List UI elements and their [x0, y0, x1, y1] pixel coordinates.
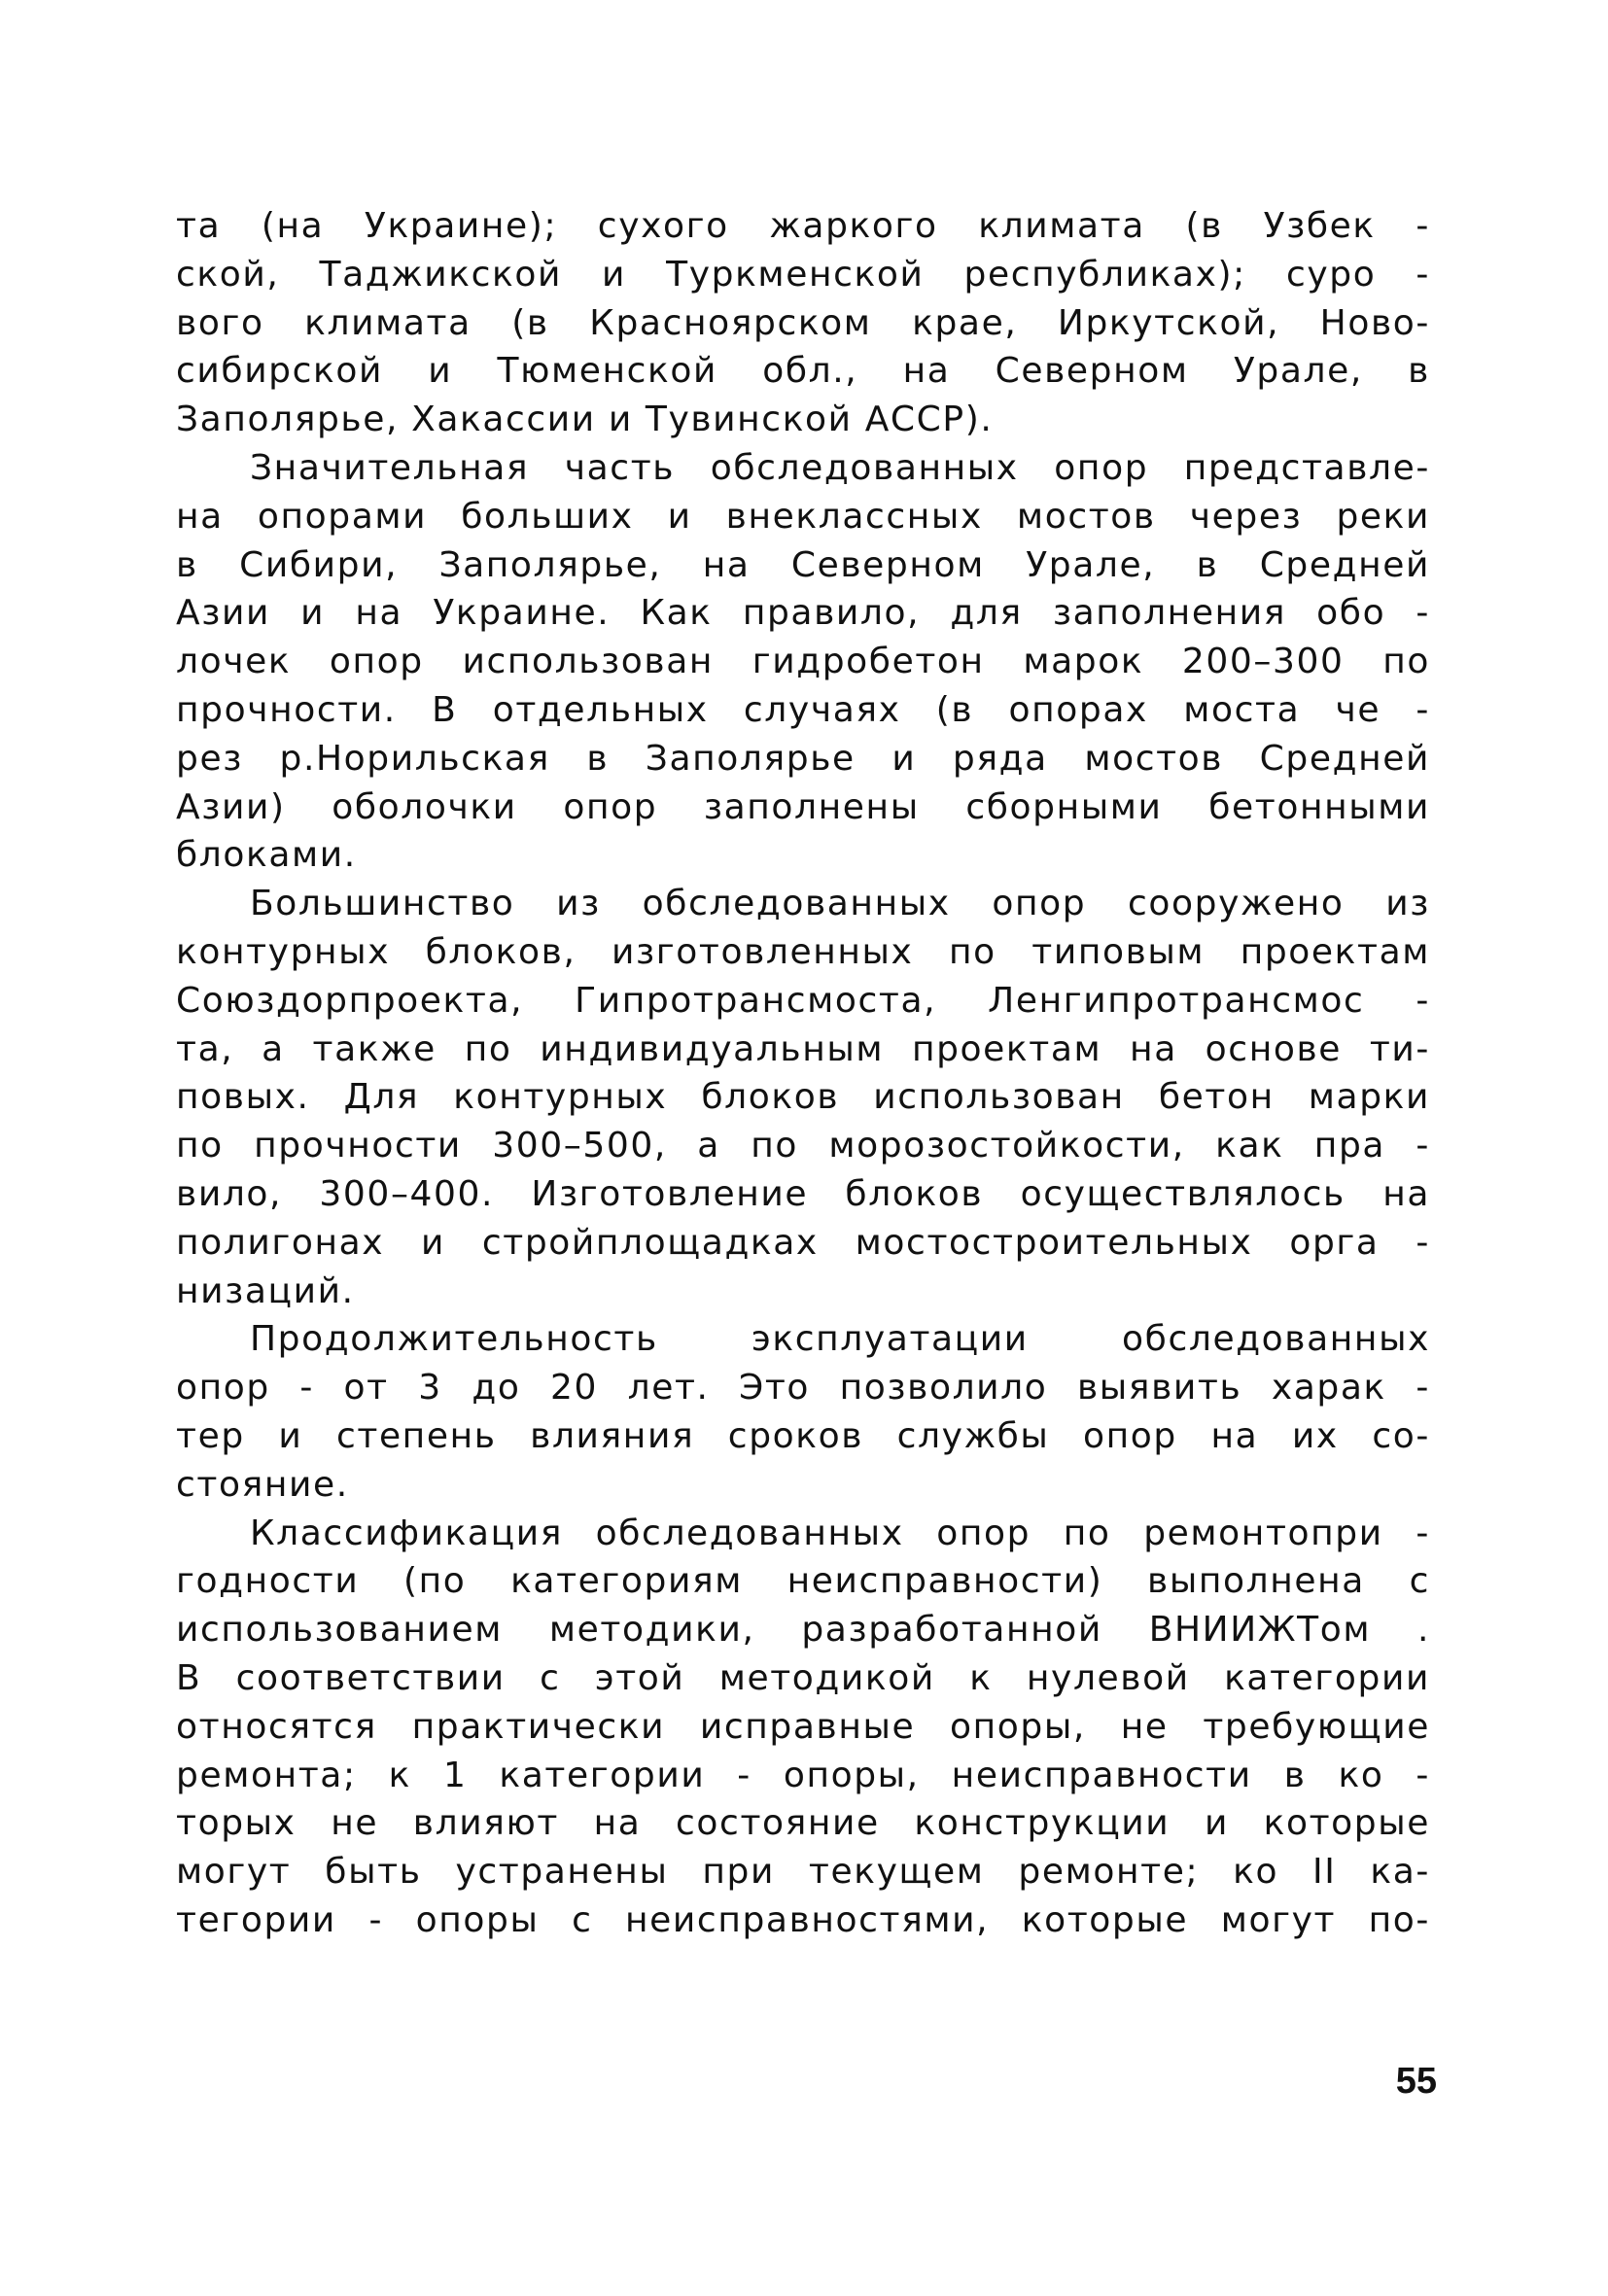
text-line: контурных блоков, изготовленных по типовым проектам [176, 931, 1430, 972]
text-line: по прочности 300–500, а по морозостойкости, как пра - [176, 1126, 1430, 1166]
text-line: та, а также по индивидуальным проектам на основе ти- [176, 1028, 1430, 1069]
text-line: Азии и на Украине. Как правило, для заполнения обо - [176, 593, 1430, 634]
text-line: та (на Украине); сухого жаркого климата (в Узбек - [176, 206, 1430, 246]
text-line: Союздорпроекта, Гипротрансмоста, Ленгипротрансмос - [176, 980, 1430, 1021]
text-line: лочек опор использован гидробетон марок 200–300 по [176, 642, 1430, 682]
text-line: Азии) оболочки опор заполнены сборными бетонными [176, 786, 1430, 827]
text-line: Значительная часть обследованных опор представле- [250, 447, 1430, 488]
text-line: тер и степень влияния сроков службы опор на их со- [176, 1415, 1430, 1456]
text-line: сибирской и Тюменской обл., на Северном Урале, в [176, 351, 1430, 392]
text-line: рез р.Норильская в Заполярье и ряда мостов Средней [176, 738, 1430, 779]
text-line: Продолжительность эксплуатации обследованных [250, 1319, 1430, 1360]
text-line: Классификация обследованных опор по ремонтопри - [250, 1513, 1430, 1553]
text-line: блоками. [176, 835, 357, 876]
text-line: ремонта; к 1 категории - опоры, неисправности в ко - [176, 1755, 1430, 1795]
text-line: стояние. [176, 1464, 349, 1505]
text-line: полигонах и стройплощадках мостостроительных орга - [176, 1222, 1430, 1263]
text-line: прочности. В отдельных случаях (в опорах моста че - [176, 689, 1430, 730]
text-line: вило, 300–400. Изготовление блоков осуществлялось на [176, 1173, 1430, 1214]
text-line: Заполярье, Хакассии и Тувинской АССР). [176, 400, 994, 440]
text-line: низаций. [176, 1270, 355, 1311]
text-line: В соответствии с этой методикой к нулевой категории [176, 1657, 1430, 1698]
text-line: годности (по категориям неисправности) выполнена с [176, 1561, 1430, 1602]
body-text [176, 202, 1430, 1945]
text-line: относятся практически исправные опоры, не требующие [176, 1706, 1430, 1747]
text-line: в Сибири, Заполярье, на Северном Урале, в Средней [176, 544, 1430, 585]
text-line: могут быть устранены при текущем ремонте; ко II ка- [176, 1852, 1430, 1893]
text-line: опор - от 3 до 20 лет. Это позволило выявить харак - [176, 1368, 1430, 1409]
text-line: на опорами больших и внеклассных мостов через реки [176, 496, 1430, 537]
text-line: торых не влияют на состояние конструкции и которые [176, 1803, 1430, 1844]
page-number: 55 [1395, 2061, 1437, 2102]
text-line: тегории - опоры с неисправностями, которые могут по- [176, 1899, 1430, 1940]
text-line: вого климата (в Красноярском крае, Иркутской, Ново- [176, 302, 1430, 343]
text-line: использованием методики, разработанной ВНИИЖТом . [176, 1610, 1430, 1651]
text-line: Большинство из обследованных опор сооружено из [250, 884, 1430, 924]
text-line: ской, Таджикской и Туркменской республиках); суро - [176, 254, 1430, 295]
text-line: повых. Для контурных блоков использован бетон марки [176, 1077, 1430, 1118]
